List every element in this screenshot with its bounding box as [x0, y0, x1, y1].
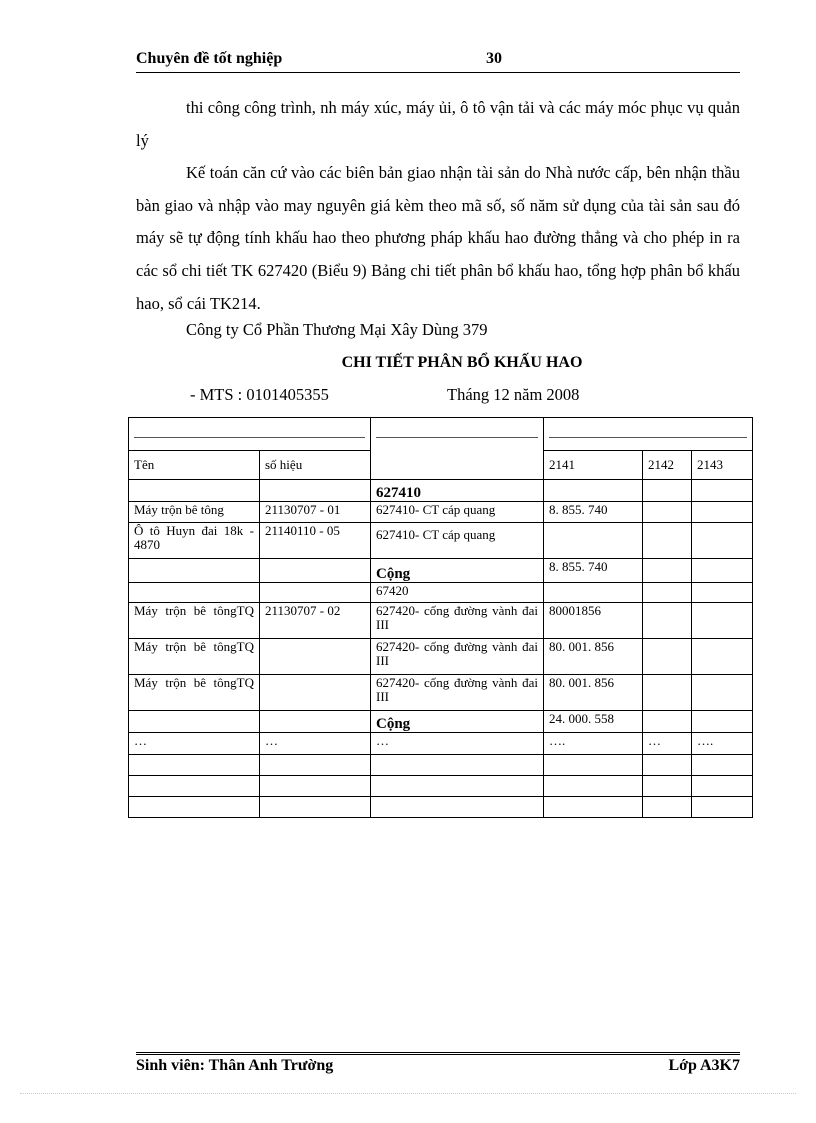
header-so-hieu: số hiệu: [260, 451, 371, 480]
table-row: Máy trộn bê tông 21130707 - 01 627410- CT cáp quang 8. 855. 740: [129, 502, 753, 523]
table-row-empty: [129, 776, 753, 797]
header-blank-3: [544, 418, 753, 451]
body-text: [136, 92, 740, 320]
header-blank-2: [371, 418, 544, 480]
header-title: Chuyên đề tốt nghiệp: [136, 50, 283, 67]
table-row: Máy trộn bê tôngTQ 627420- cống đường vành đai III 80. 001. 856: [129, 675, 753, 711]
mts-code: - MTS : 0101405355: [190, 385, 329, 404]
page-header: [136, 50, 740, 73]
table-row: … … … …. … ….: [129, 733, 753, 755]
header-blank-1: [129, 418, 371, 451]
table-row: 67420: [129, 583, 753, 603]
table-row: Cộng 8. 855. 740: [129, 559, 753, 583]
table-row-empty: [129, 797, 753, 818]
page-footer: [136, 1052, 740, 1079]
header-2143: 2143: [692, 451, 753, 480]
table-row: 627410: [129, 480, 753, 502]
depreciation-table: [128, 417, 753, 818]
paragraph-1: thi công công trình, nh máy xúc, máy ủi, ô tô vận tải và các máy móc phục vụ quản lý: [136, 98, 740, 150]
header-ten: Tên: [129, 451, 260, 480]
table-title: CHI TIẾT PHÂN BỔ KHẤU HAO: [341, 354, 583, 371]
table-row: Ô tô Huyn đai 18k - 4870 21140110 - 05 627410- CT cáp quang: [129, 523, 753, 559]
report-month: Tháng 12 năm 2008: [447, 385, 580, 404]
student-name: Sinh viên: Thân Anh Trường: [136, 1057, 334, 1074]
paragraph-2: Kế toán căn cứ vào các biên bản giao nhận tài sản do Nhà nước cấp, bên nhận thầu bàn giao và nhập vào may nguyên giá kèm theo mã số, số năm sử dụng của tài sản sau đó máy sẽ tự động tính khấu hao theo phương pháp khấu hao đường thẳng và cho phép in ra các sổ chi tiết TK 627420 (Biểu 9) Bảng chi tiết phân bổ khấu hao, tổng hợp phân bổ khấu hao, sổ cái TK214.: [136, 163, 740, 313]
table-row: Cộng 24. 000. 558: [129, 711, 753, 733]
class-name: Lớp A3K7: [668, 1057, 740, 1074]
table-row: Máy trộn bê tôngTQ 21130707 - 02 627420- cống đường vành đai III 80001856: [129, 603, 753, 639]
page-edge: [20, 1093, 796, 1094]
company-name: Công ty Cổ Phần Thương Mại Xây Dùng 379: [186, 320, 488, 339]
table-row: Máy trộn bê tôngTQ 627420- cống đường vành đai III 80. 001. 856: [129, 639, 753, 675]
table-row-empty: [129, 755, 753, 776]
header-2142: 2142: [643, 451, 692, 480]
page-number: 30: [486, 50, 502, 67]
header-2141: 2141: [544, 451, 643, 480]
